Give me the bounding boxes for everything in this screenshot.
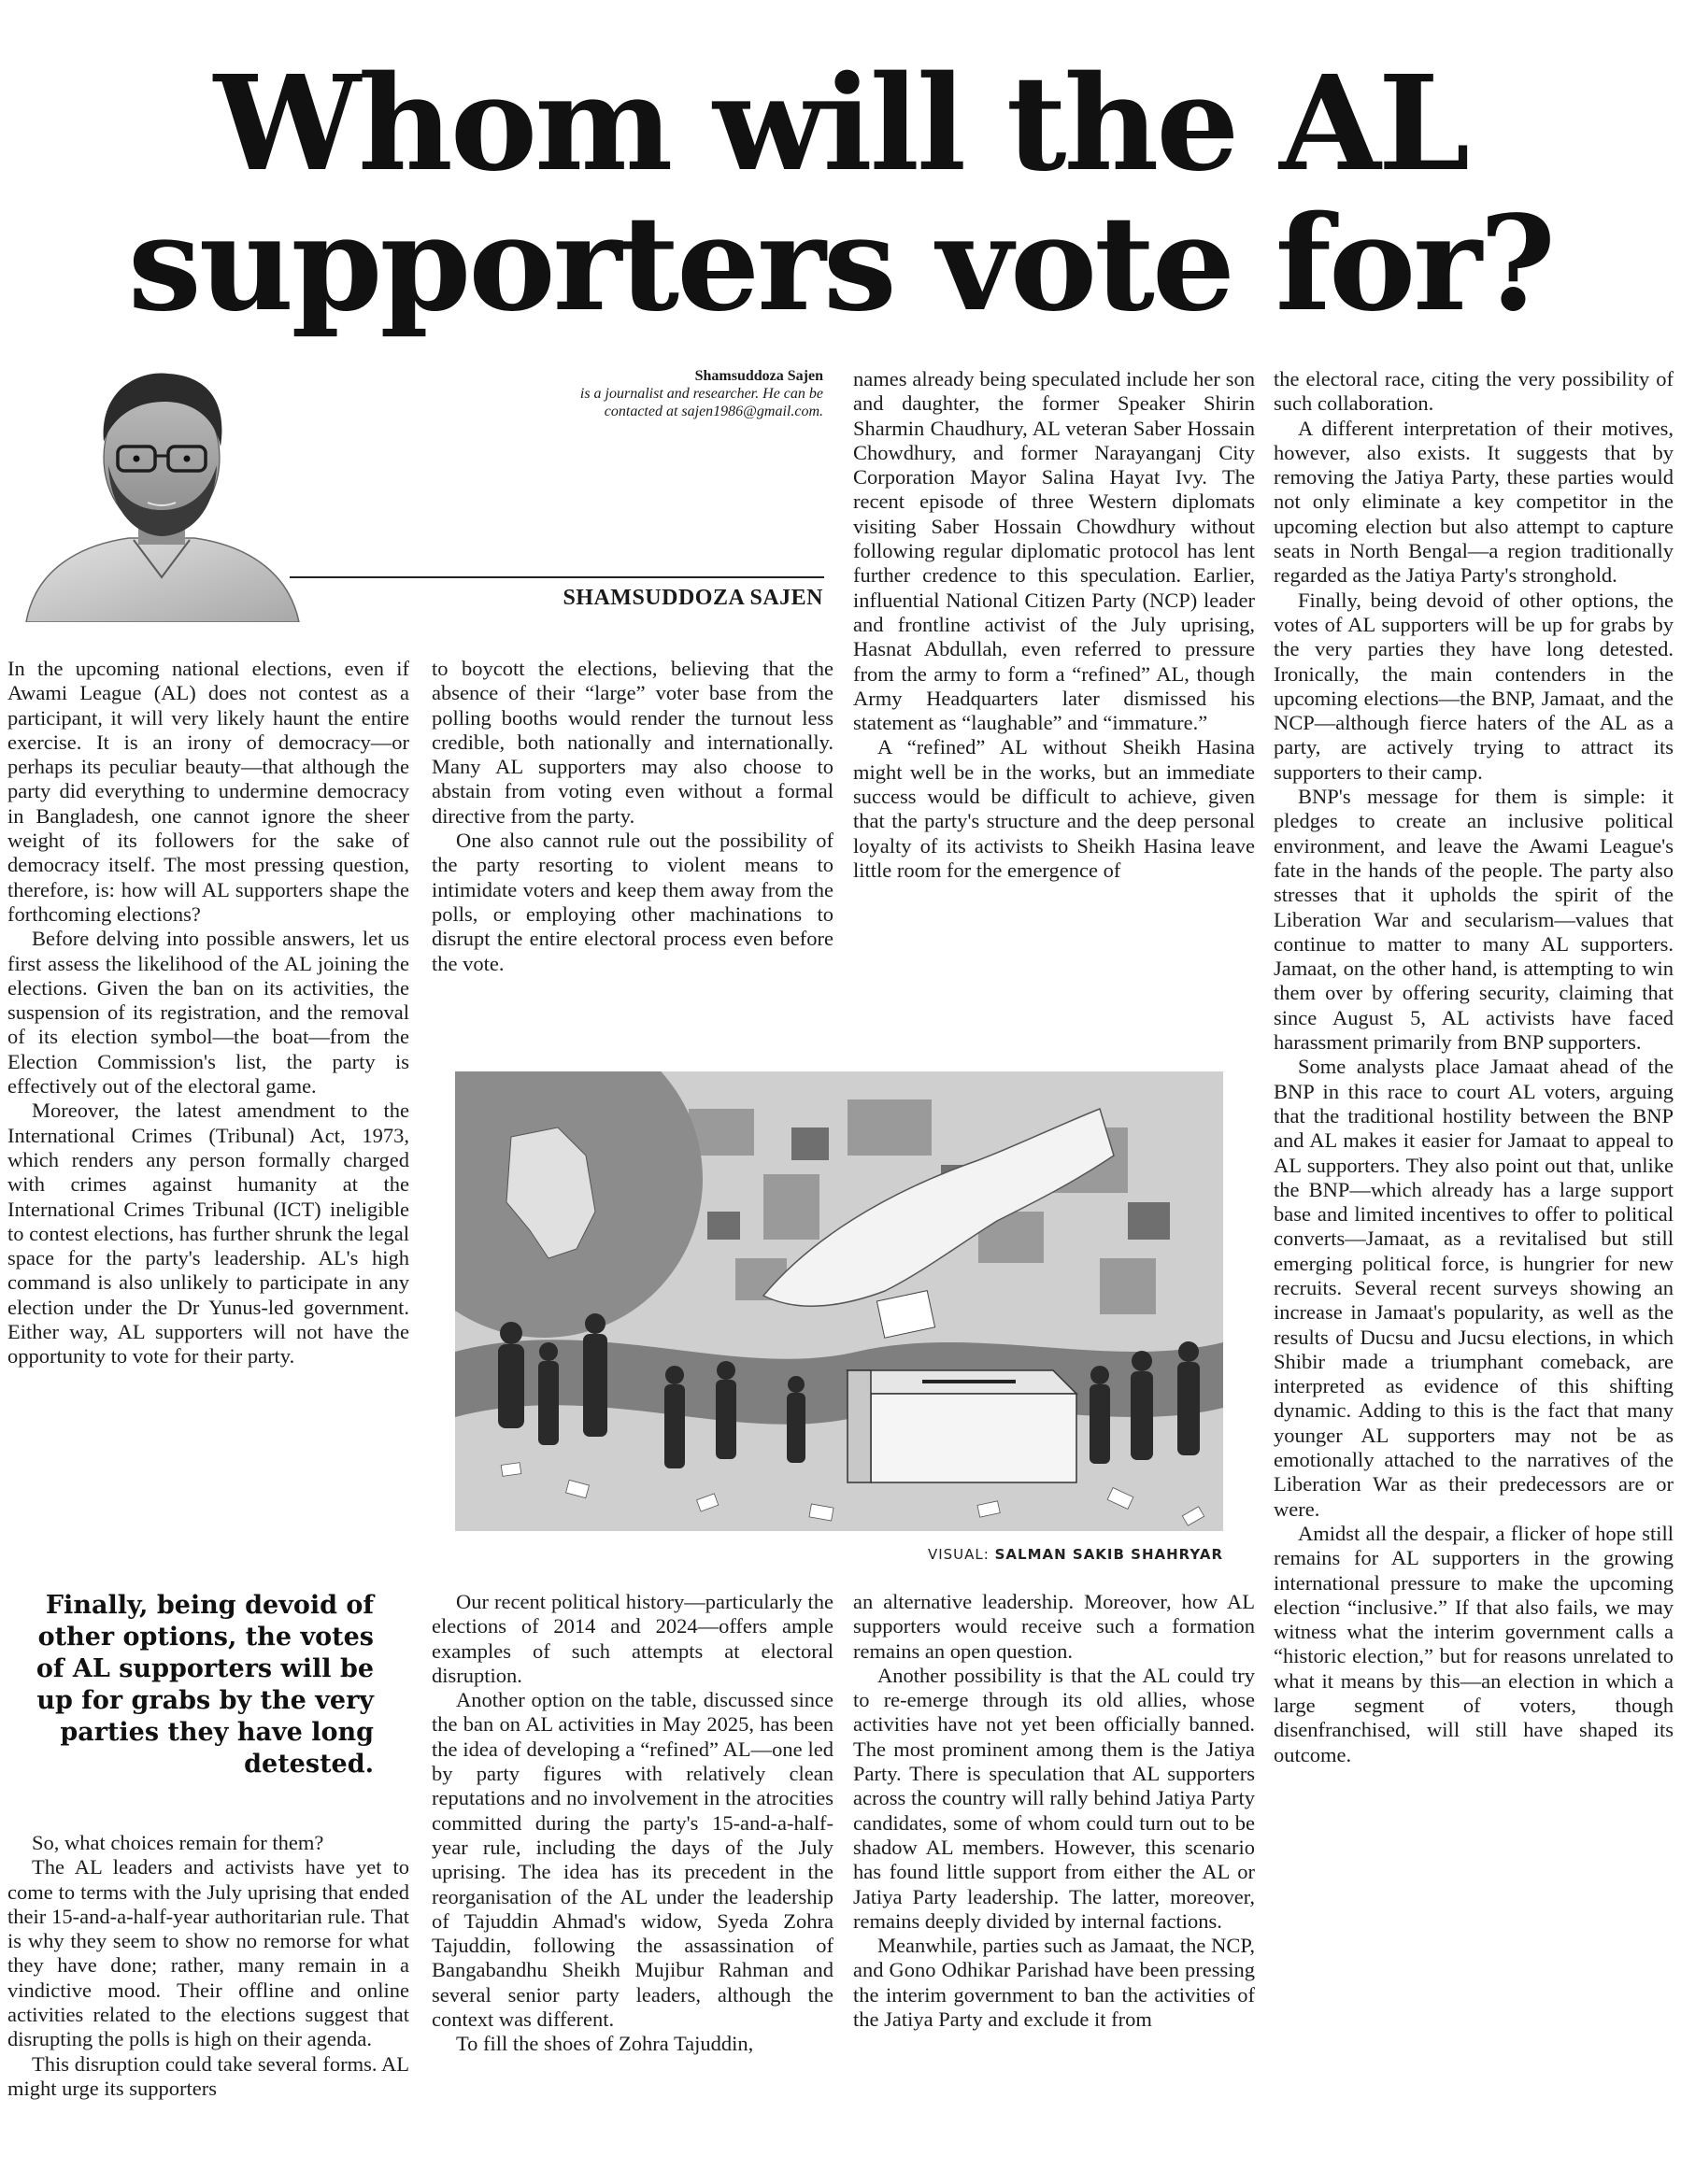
column-3-top [853, 367, 1255, 883]
column-2-top [432, 657, 833, 976]
author-photo [7, 353, 316, 622]
paragraph: A “refined” AL without Sheikh Hasina might well be in the works, but an immediate success would be difficult to achieve, given that the party's structure and the deep personal loyalty of its activists to Sheikh Hasina leave little room for the emergence of [853, 735, 1255, 882]
paragraph: Another option on the table, discussed since the ban on AL activities in May 2025, has been the idea of developing a “refined” AL—one led by party figures with relatively clean reputations and no involvement in the atrocities committed during the party's 15-and-a-half-year rule, including the days of the July uprising. The idea has its precedent in the reorganisation of the AL under the leadership of Tajuddin Ahmad's widow, Syeda Zohra Tajuddin, following the assassination of Bangabandhu Sheikh Mujibur Rahman and several senior party leaders, although the context was different. [432, 1688, 833, 2032]
paragraph: an alternative leadership. Moreover, how AL supporters would receive such a formation remains an open question. [853, 1590, 1255, 1663]
paragraph: Meanwhile, parties such as Jamaat, the NCP, and Gono Odhikar Parishad have been pressing the interim government to ban the activities of the Jatiya Party and exclude it from [853, 1934, 1255, 2032]
headline-line-1: Whom will the AL [213, 48, 1468, 201]
column-1-bottom [7, 1831, 409, 2101]
paragraph: names already being speculated include her son and daughter, the former Speaker Shirin Sharmin Chaudhury, AL veteran Saber Hossain Chowdhury, and former Narayanganj City Corporation Mayor Salina Hayat Ivy. The recent episode of three Western diplomats visiting Saber Hossain Chowdhury without following regular diplomatic protocol has lent further credence to this speculation. Earlier, influential National Citizen Party (NCP) leader and frontline activist of the July uprising, Hasnat Abdullah, even referred to pressure from the army to form a “refined” AL, though Army Headquarters later dismissed his statement as “laughable” and “immature.” [853, 367, 1255, 735]
paragraph: Another possibility is that the AL could try to re-emerge through its old allies, whose activities have not yet been officially banned. The most prominent among them is the Jatiya Party. There is speculation that AL supporters across the country will rally behind Jatiya Party candidates, some of whom could turn out to be shadow AL members. However, this scenario has found little support from either the AL or Jatiya Party leadership. The latter, moreover, remains deeply divided by internal factions. [853, 1663, 1255, 1933]
author-bio-line-2: contacted at sajen1986@gmail.com. [604, 404, 823, 419]
paragraph: To fill the shoes of Zohra Tajuddin, [456, 2032, 754, 2056]
paragraph: The AL leaders and activists have yet to come to terms with the July uprising that ended their 15-and-a-half-year authoritarian rule. That is why they seem to show no remorse for what they have done; rather, many remain in a vindictive mood. Their offline and online activities related to the elections suggest that disrupting the polls is high on their agenda. [7, 1855, 409, 2051]
headline [0, 48, 1681, 341]
paragraph: the electoral race, citing the very possibility of such collaboration. [1274, 367, 1674, 416]
election-illustration [455, 1071, 1223, 1531]
paragraph: Finally, being devoid of other options, the votes of AL supporters will be up for grabs by the very parties they have long detested. Ironically, the main contenders in the upcoming elections—the BNP, Jamaat, and the NCP—although fierce haters of the AL as a party, are actively trying to attract its supporters to their camp. [1274, 588, 1674, 784]
paragraph: Some analysts place Jamaat ahead of the BNP in this race to court AL voters, arguing that the traditional hostility between the BNP and AL makes it easier for Jamaat to appeal to AL supporters. They also point out that, unlike the BNP—which already has a large support base and limited incentives to offer to political converts—Jamaat, as a revitalised but still emerging political force, is hungrier for new recruits. Several recent surveys showing an increase in Jamaat's popularity, as well as the results of Ducsu and Jucsu elections, in which Shibir made a triumphant comeback, are interpreted as evidence of this shifting dynamic. Adding to this is the fact that many younger AL supporters may not be as emotionally attached to the narratives of the Liberation War as their predecessors are or were. [1274, 1055, 1674, 1521]
column-4 [1274, 367, 1674, 1767]
paragraph: BNP's message for them is simple: it pledges to create an inclusive political environment, and leave the Awami League's fate in the hands of the people. The party also stresses that it upholds the spirit of the Liberation War and secularism—values that continue to matter to many AL supporters. Jamaat, on the other hand, is attempting to win them over by offering security, claiming that since August 5, AL activists have faced harassment primarily from BNP supporters. [1274, 785, 1674, 1055]
paragraph: So, what choices remain for them? [32, 1831, 324, 1854]
author-bio-line-1: is a journalist and researcher. He can be [579, 386, 823, 402]
paragraph: to boycott the elections, believing that the absence of their “large” voter base from the polling booths would render the turnout less credible, both nationally and internationally. Many AL supporters may also choose to abstain from voting even without a formal directive from the party. [432, 657, 833, 828]
byline-rule [290, 576, 824, 578]
paragraph: Amidst all the despair, a flicker of hope still remains for AL supporters in the growing international pressure to make the upcoming election “inclusive.” If that also fails, we may witness what the interim government calls a “historic election,” but for reasons unrelated to what it means by this—an election in which a large segment of voters, though disenfranchised, will still have shaped its outcome. [1274, 1521, 1674, 1766]
column-2-bottom [432, 1590, 833, 2057]
paragraph: Before delving into possible answers, let us first assess the likelihood of the AL joining the elections. Given the ban on its activities, the suspension of its registration, and the removal of its election symbol—the boat—from the Election Commission's list, the party is effectively out of the electoral game. [7, 927, 409, 1099]
byline: SHAMSUDDOZA SAJEN [563, 586, 823, 610]
paragraph: Moreover, the latest amendment to the International Crimes (Tribunal) Act, 1973, which renders any person formally charged with crimes against humanity at the International Crimes Tribunal (ICT) ineligible to contest elections, has further shrunk the legal space for the party's leadership. AL's high command is also unlikely to participate in any election under the Dr Yunus-led government. Either way, AL supporters will not have the opportunity to vote for their party. [7, 1099, 409, 1369]
paragraph: A different interpretation of their motives, however, also exists. It suggests that by removing the Jatiya Party, these parties would not only eliminate a key competitor in the upcoming election but also attempt to capture seats in North Bengal—a region traditionally regarded as the Jatiya Party's stronghold. [1274, 416, 1674, 588]
pull-quote: Finally, being devoid of other options, the votes of AL supporters will be up for grabs by the very parties they have long detested. [36, 1591, 374, 1779]
headline-line-2: supporters vote for? [127, 188, 1554, 341]
paragraph: Our recent political history—particularly the elections of 2014 and 2024—offers ample examples of such attempts at electoral disruption. [432, 1590, 833, 1687]
author-name: Shamsuddoza Sajen [694, 368, 823, 384]
paragraph: In the upcoming national elections, even if Awami League (AL) does not contest as a participant, it will very likely haunt the entire exercise. It is an irony of democracy—or perhaps its peculiar beauty—that although the party did everything to undermine democracy in Bangladesh, one cannot ignore the sheer weight of its followers for the sake of democracy itself. The most pressing question, therefore, is: how will AL supporters shape the forthcoming elections? [7, 657, 409, 926]
author-meta [468, 367, 823, 420]
credit-label: VISUAL: [927, 1546, 990, 1563]
column-1-top [7, 657, 409, 1369]
paragraph: This disruption could take several forms. AL might urge its supporters [7, 2051, 409, 2100]
column-3-bottom [853, 1590, 1255, 2032]
credit-name: SALMAN SAKIB SHAHRYAR [994, 1546, 1223, 1563]
illustration-credit [928, 1546, 1223, 1563]
paragraph: One also cannot rule out the possibility of the party resorting to violent means to intimidate voters and keep them away from the polls, or employing other machinations to disrupt the entire electoral process even before the vote. [432, 829, 833, 975]
